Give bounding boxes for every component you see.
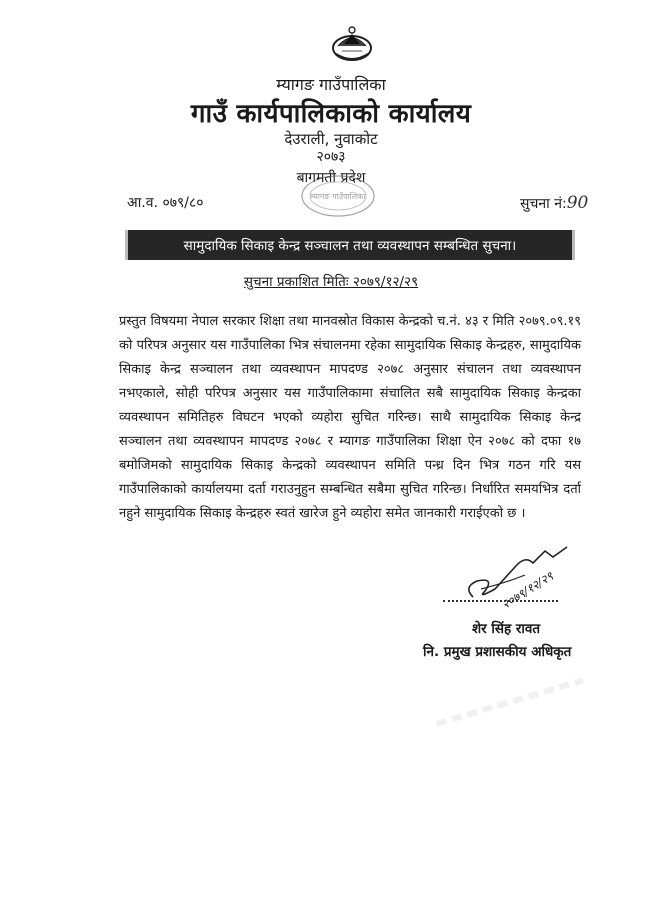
municipality-name: म्यागङ गाउँपालिका bbox=[276, 75, 386, 94]
establishment-year: २०७३ bbox=[316, 149, 346, 165]
signature-date: २०७९/१२/२९ bbox=[499, 568, 556, 612]
stamp-text: म्यागङ गाउँपालिका bbox=[310, 192, 366, 201]
signature-line bbox=[443, 598, 558, 602]
office-location: देउराली, नुवाकोट bbox=[284, 130, 378, 148]
nepal-emblem-icon bbox=[330, 24, 374, 64]
signer-designation: नि. प्रमुख प्रशासकीय अधिकृत bbox=[423, 644, 572, 660]
handwritten-signature bbox=[455, 537, 590, 619]
fiscal-year: आ.व. ०७९/८० bbox=[127, 195, 204, 211]
office-name: गाउँ कार्यपालिकाको कार्यालय bbox=[190, 99, 472, 129]
published-date: सुचना प्रकाशित मितिः २०७९/१२/२९ bbox=[243, 274, 419, 290]
notice-number bbox=[520, 193, 588, 213]
notice-body: प्रस्तुत विषयमा नेपाल सरकार शिक्षा तथा मानवस्रोत विकास केन्द्रको च.नं. ४३ र मिति २०७९.०९.१९ को परिपत्र अनुसार यस गाउँपालिका भित्र संचालनमा रहेका सामुदायिक सिकाइ केन्द्रहरु, सामुदायिक सिकाइ केन्द्र सञ्चालन तथा व्यवस्थापन मापदण्ड २०७८ अनुसार संचालन तथा व्यवस्थापन नभएकाले, सोही परिपत्र अनुसार यस गाउँपालिकामा संचालित सबै सामुदायिक सिकाइ केन्द्रका व्यवस्थापन समितिहरु विघटन भएको व्यहोरा सुचित गरिन्छ। साथै सामुदायिक सिकाइ केन्द्र सञ्चालन तथा व्यवस्थापन मापदण्ड २०७८ र म्यागङ गाउँपालिका शिक्षा ऐन २०७८ को दफा १७ बमोजिमको सामुदायिक सिकाइ केन्द्रको व्यवस्थापन समिति पन्ध्र दिन भित्र गठन गरि यस गाउँपालिकाको कार्यालयमा दर्ता गराउनुहुन सम्बन्धित सबैमा सुचित गरिन्छ। निर्धारित समयभित्र दर्ता नहुने सामुदायिक सिकाइ केन्द्रहरु स्वतं खारेज हुने व्यहोरा समेत जानकारी गराईएको छ । bbox=[119, 314, 581, 521]
province-name: बागमती प्रदेश bbox=[296, 170, 366, 186]
office-stamp bbox=[298, 172, 378, 220]
subject-title: सामुदायिक सिकाइ केन्द्र सञ्चालन तथा व्यवस्थापन सम्बन्धित सुचना। bbox=[183, 238, 517, 254]
subject-banner bbox=[125, 230, 575, 260]
stamp-bleed-mark bbox=[429, 672, 592, 735]
signer-name: शेर सिंह रावत bbox=[471, 621, 541, 637]
notice-number-label: सुचना नं: bbox=[520, 196, 567, 212]
notice-number-value: 90 bbox=[566, 193, 589, 213]
